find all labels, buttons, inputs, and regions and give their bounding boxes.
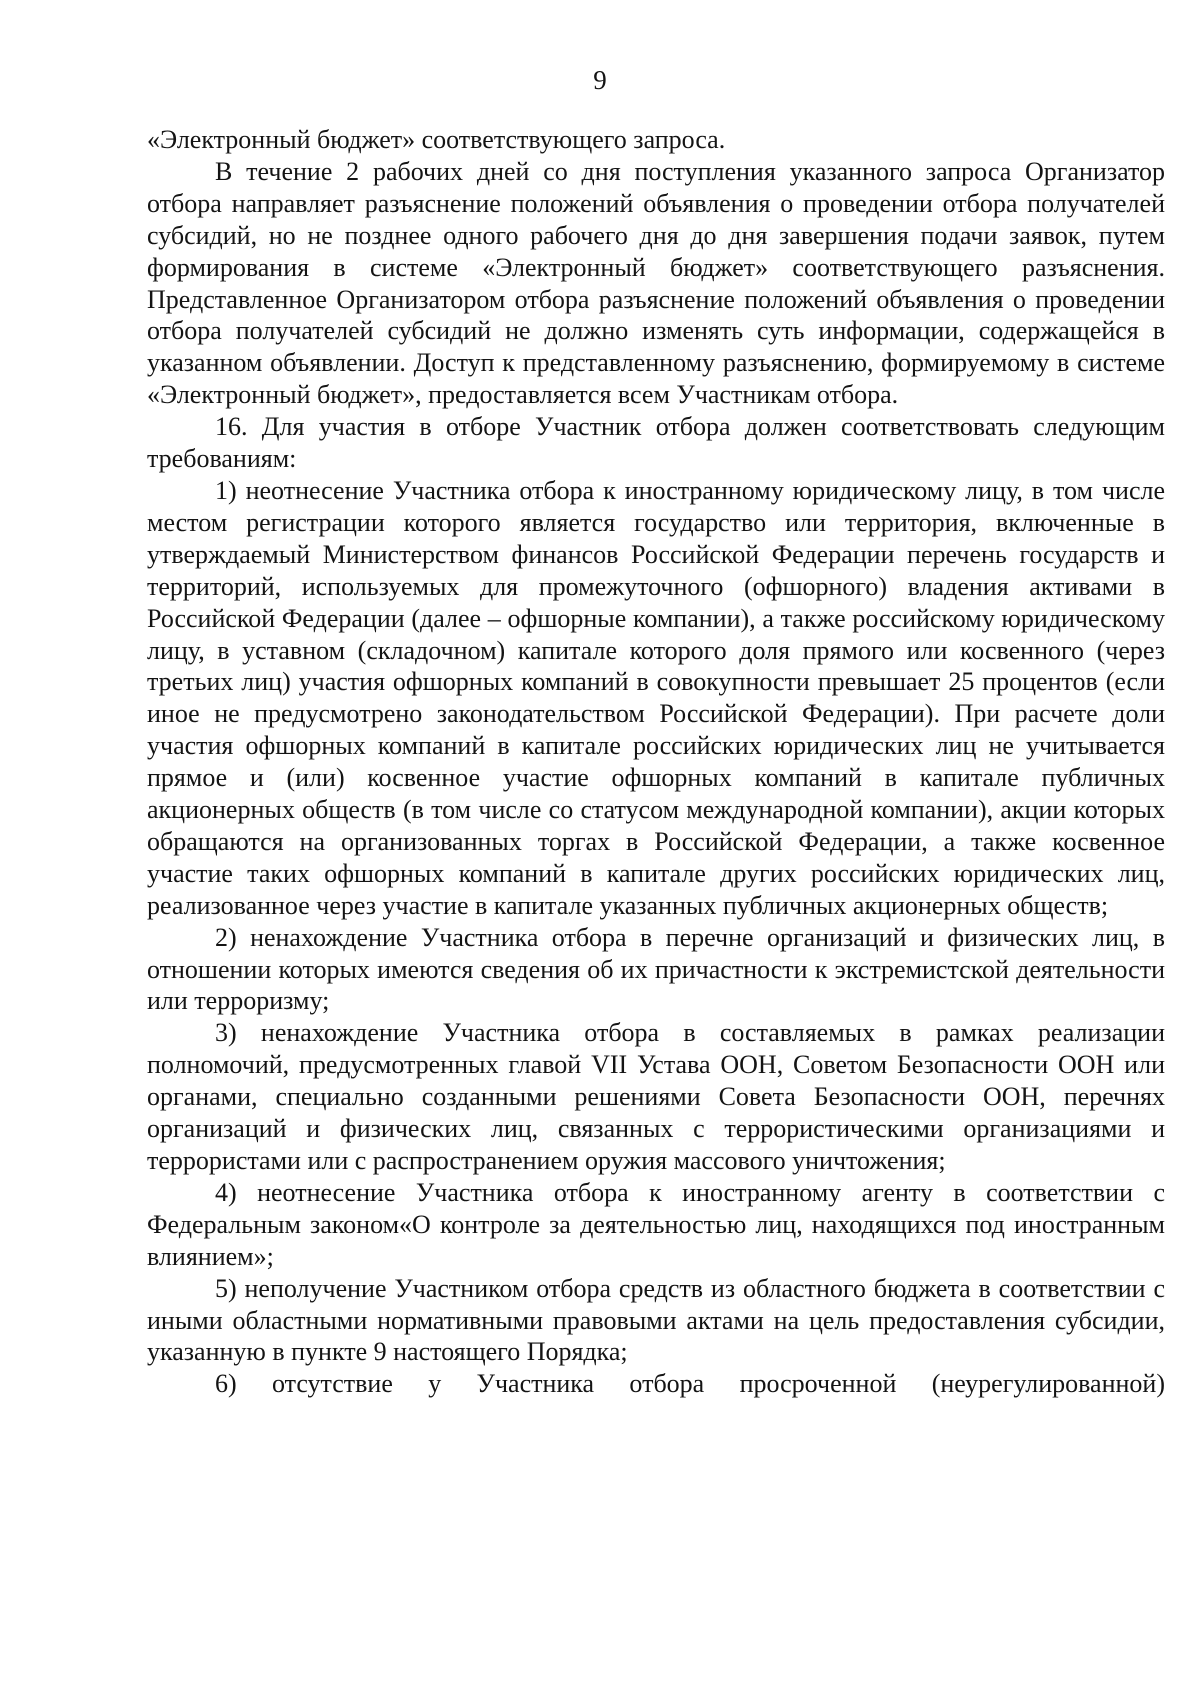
paragraph-clarification: В течение 2 рабочих дней со дня поступления указанного запроса Организатор отбора направляет разъяснение положений объявления о проведении отбора получателей субсидий, но не позднее одного рабочего дня до дня завершения подачи заявок, путем формирования в системе «Электронный бюджет» соответствующего разъяснения. Представленное Организатором отбора разъяснение положений объявления о проведении отбора получателей субсидий не должно изменять суть информации, содержащейся в указанном объявлении. Доступ к представленному разъяснению, формируемому в системе «Электронный бюджет», предоставляется всем Участникам отбора. xyxy=(147,156,1165,410)
page-number: 9 xyxy=(593,65,607,95)
list-item-5: 5) неполучение Участником отбора средств из областного бюджета в соответствии с иными областными нормативными правовыми актами на цель предоставления субсидии, указанную в пункте 9 настоящего Порядка; xyxy=(147,1273,1165,1367)
paragraph-continuation: «Электронный бюджет» соответствующего запроса. xyxy=(147,125,726,154)
list-item-4: 4) неотнесение Участника отбора к иностранному агенту в соответствии с Федеральным законом«О контроле за деятельностью лиц, находящихся под иностранным влиянием»; xyxy=(147,1177,1165,1271)
list-item-2: 2) ненахождение Участника отбора в перечне организаций и физических лиц, в отношении которых имеются сведения об их причастности к экстремистской деятельности или терроризму; xyxy=(147,922,1165,1016)
document-body xyxy=(147,124,1165,1400)
list-item-3: 3) ненахождение Участника отбора в составляемых в рамках реализации полномочий, предусмотренных главой VII Устава ООН, Советом Безопасности ООН или органами, специально созданными решениями Совета Безопасности ООН, перечнях организаций и физических лиц, связанных с террористическими организациями и террористами или с распространением оружия массового уничтожения; xyxy=(147,1018,1165,1175)
list-item-1: 1) неотнесение Участника отбора к иностранному юридическому лицу, в том числе местом регистрации которого является государство или территория, включенные в утверждаемый Министерством финансов Российской Федерации перечень государств и территорий, используемых для промежуточного (офшорного) владения активами в Российской Федерации (далее – офшорные компании), а также российскому юридическому лицу, в уставном (складочном) капитале которого доля прямого или косвенного (через третьих лиц) участия офшорных компаний в совокупности превышает 25 процентов (если иное не предусмотрено законодательством Российской Федерации). При расчете доли участия офшорных компаний в капитале российских юридических лиц не учитывается прямое и (или) косвенное участие офшорных компаний в капитале публичных акционерных обществ (в том числе со статусом международной компании), акции которых обращаются на организованных торгах в Российской Федерации, а также косвенное участие таких офшорных компаний в капитале других российских юридических лиц, реализованное через участие в капитале указанных публичных акционерных обществ; xyxy=(147,475,1165,920)
paragraph-16-requirements: 16. Для участия в отборе Участник отбора должен соответствовать следующим требованиям: xyxy=(147,412,1165,474)
list-item-6: 6) отсутствие у Участника отбора просроченной (неурегулированной) xyxy=(215,1369,1165,1399)
